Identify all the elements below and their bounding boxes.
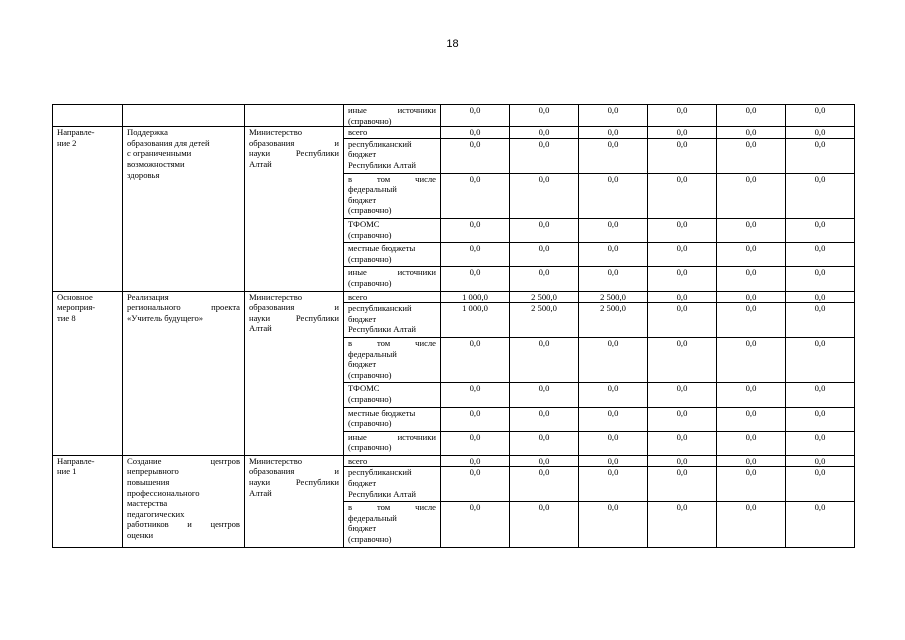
amount-cell: 0,0 xyxy=(717,467,786,502)
executor-line: образования и xyxy=(249,466,339,477)
funding-source-line: (справочно) xyxy=(348,534,392,545)
amount-cell: 0,0 xyxy=(579,127,648,139)
funding-source-line: иные источники xyxy=(348,105,436,115)
executor-cell xyxy=(245,455,344,547)
funding-source-line: (справочно) xyxy=(348,418,392,429)
amount-cell: 0,0 xyxy=(648,467,717,502)
amount-cell: 0,0 xyxy=(579,407,648,431)
amount-cell: 0,0 xyxy=(717,431,786,455)
funding-source-line: республиканский xyxy=(348,303,412,314)
program-name-cell xyxy=(123,455,245,547)
amount-cell: 0,0 xyxy=(648,383,717,407)
program-name-line: профессионального xyxy=(127,487,200,498)
funding-source-cell xyxy=(344,407,441,431)
amount-cell: 0,0 xyxy=(648,267,717,291)
funding-source-line: ТФОМС xyxy=(348,383,380,394)
program-name-cell xyxy=(123,127,245,291)
funding-source-line: бюджет xyxy=(348,149,377,160)
amount-cell: 0,0 xyxy=(510,467,579,502)
amount-cell: 0,0 xyxy=(648,502,717,547)
amount-cell: 0,0 xyxy=(510,138,579,173)
amount-cell: 0,0 xyxy=(510,173,579,218)
amount-cell: 0,0 xyxy=(579,337,648,382)
funding-source-cell xyxy=(344,455,441,467)
program-code-line: Направле- xyxy=(57,455,95,466)
amount-cell: 0,0 xyxy=(786,455,855,467)
amount-cell: 0,0 xyxy=(648,337,717,382)
funding-source-line: бюджет xyxy=(348,194,377,205)
program-code-line: ние 2 xyxy=(57,137,77,148)
amount-cell: 0,0 xyxy=(786,502,855,547)
funding-source-cell xyxy=(344,218,441,242)
table-row xyxy=(53,455,855,467)
amount-cell: 0,0 xyxy=(717,407,786,431)
amount-cell: 0,0 xyxy=(579,243,648,267)
funding-source-cell xyxy=(344,173,441,218)
amount-cell: 2 500,0 xyxy=(579,291,648,303)
table-row xyxy=(53,127,855,139)
funding-source-line: в том числе xyxy=(348,173,436,184)
executor-line: Министерство xyxy=(249,455,302,466)
program-code-line: ние 1 xyxy=(57,466,77,477)
amount-cell: 0,0 xyxy=(786,467,855,502)
amount-cell: 0,0 xyxy=(441,127,510,139)
amount-cell: 0,0 xyxy=(441,337,510,382)
amount-cell: 0,0 xyxy=(786,303,855,338)
amount-cell: 0,0 xyxy=(510,383,579,407)
amount-cell: 0,0 xyxy=(579,431,648,455)
funding-source-cell xyxy=(344,267,441,291)
funding-source-cell xyxy=(344,383,441,407)
amount-cell: 0,0 xyxy=(648,127,717,139)
amount-cell: 0,0 xyxy=(510,127,579,139)
funding-source-line: (справочно) xyxy=(348,229,392,240)
amount-cell: 0,0 xyxy=(510,243,579,267)
program-code-line: Направле- xyxy=(57,127,95,138)
funding-source-cell xyxy=(344,138,441,173)
funding-source-cell xyxy=(344,431,441,455)
amount-cell: 0,0 xyxy=(441,138,510,173)
program-name-line: Поддержка xyxy=(127,127,168,138)
amount-cell: 0,0 xyxy=(510,267,579,291)
funding-source-cell xyxy=(344,291,441,303)
amount-cell: 0,0 xyxy=(510,407,579,431)
amount-cell: 0,0 xyxy=(579,105,648,127)
amount-cell: 0,0 xyxy=(786,291,855,303)
amount-cell: 0,0 xyxy=(786,173,855,218)
amount-cell: 2 500,0 xyxy=(579,303,648,338)
executor-line: науки Республики xyxy=(249,312,339,323)
program-name-line: «Учитель будущего» xyxy=(127,312,204,323)
amount-cell: 0,0 xyxy=(579,267,648,291)
funding-source-line: местные бюджеты xyxy=(348,243,416,254)
amount-cell: 0,0 xyxy=(441,502,510,547)
funding-source-line: бюджет xyxy=(348,313,377,324)
funding-source-line: Республики Алтай xyxy=(348,324,417,335)
funding-source-cell xyxy=(344,243,441,267)
amount-cell: 0,0 xyxy=(648,173,717,218)
program-name-line: Реализация xyxy=(127,291,169,302)
amount-cell: 0,0 xyxy=(717,138,786,173)
amount-cell: 0,0 xyxy=(441,455,510,467)
funding-source-cell xyxy=(344,467,441,502)
funding-source-line: бюджет xyxy=(348,523,377,534)
executor-line: Министерство xyxy=(249,127,302,138)
program-name-line: непрерывного xyxy=(127,466,179,477)
executor-line: науки Республики xyxy=(249,148,339,159)
funding-source-line: в том числе xyxy=(348,337,436,348)
funding-source-line: всего xyxy=(348,455,368,466)
amount-cell: 0,0 xyxy=(717,502,786,547)
executor-line: Министерство xyxy=(249,291,302,302)
amount-cell: 0,0 xyxy=(786,431,855,455)
executor-cell xyxy=(245,291,344,455)
amount-cell: 0,0 xyxy=(579,455,648,467)
executor-line: Алтай xyxy=(249,487,272,498)
amount-cell: 0,0 xyxy=(648,407,717,431)
amount-cell: 0,0 xyxy=(648,218,717,242)
program-code-line: Основное xyxy=(57,291,93,302)
funding-source-line: бюджет xyxy=(348,478,377,489)
amount-cell: 0,0 xyxy=(648,138,717,173)
amount-cell: 2 500,0 xyxy=(510,303,579,338)
amount-cell: 0,0 xyxy=(510,431,579,455)
empty-cell xyxy=(123,105,245,127)
amount-cell: 0,0 xyxy=(579,502,648,547)
executor-cell xyxy=(245,127,344,291)
program-name-line: работников и центров xyxy=(127,519,240,530)
amount-cell: 2 500,0 xyxy=(510,291,579,303)
funding-source-line: республиканский xyxy=(348,138,412,149)
amount-cell: 0,0 xyxy=(717,291,786,303)
funding-source-line: (справочно) xyxy=(348,277,392,288)
amount-cell: 0,0 xyxy=(510,105,579,127)
program-code-cell xyxy=(53,127,123,291)
program-name-line: Создание центров xyxy=(127,455,240,466)
funding-source-line: бюджет xyxy=(348,359,377,370)
funding-source-line: Республики Алтай xyxy=(348,488,417,499)
funding-source-line: (справочно) xyxy=(348,442,392,453)
funding-source-line: (справочно) xyxy=(348,205,392,216)
program-name-line: регионального проекта xyxy=(127,302,240,313)
funding-source-line: всего xyxy=(348,127,368,138)
amount-cell: 0,0 xyxy=(717,105,786,127)
amount-cell: 0,0 xyxy=(786,138,855,173)
amount-cell: 0,0 xyxy=(441,105,510,127)
amount-cell: 0,0 xyxy=(510,218,579,242)
amount-cell: 0,0 xyxy=(579,218,648,242)
funding-source-line: (справочно) xyxy=(348,369,392,380)
funding-source-cell xyxy=(344,502,441,547)
amount-cell: 0,0 xyxy=(717,455,786,467)
table-row xyxy=(53,291,855,303)
amount-cell: 0,0 xyxy=(717,218,786,242)
program-name-line: педагогических xyxy=(127,508,185,519)
funding-source-line: (справочно) xyxy=(348,115,392,126)
funding-source-line: Республики Алтай xyxy=(348,159,417,170)
amount-cell: 0,0 xyxy=(717,337,786,382)
amount-cell: 0,0 xyxy=(579,467,648,502)
amount-cell: 0,0 xyxy=(717,267,786,291)
funding-source-line: ТФОМС xyxy=(348,218,380,229)
funding-source-line: (справочно) xyxy=(348,253,392,264)
amount-cell: 0,0 xyxy=(786,407,855,431)
program-name-line: повышения xyxy=(127,477,170,488)
program-name-line: мастерства xyxy=(127,498,168,509)
amount-cell: 0,0 xyxy=(786,243,855,267)
funding-source-line: местные бюджеты xyxy=(348,407,416,418)
amount-cell: 0,0 xyxy=(786,337,855,382)
funding-source-cell xyxy=(344,337,441,382)
executor-line: образования и xyxy=(249,137,339,148)
amount-cell: 0,0 xyxy=(717,243,786,267)
amount-cell: 0,0 xyxy=(441,173,510,218)
amount-cell: 0,0 xyxy=(786,127,855,139)
amount-cell: 0,0 xyxy=(717,173,786,218)
executor-line: образования и xyxy=(249,302,339,313)
amount-cell: 0,0 xyxy=(717,383,786,407)
amount-cell: 0,0 xyxy=(648,105,717,127)
amount-cell: 0,0 xyxy=(441,431,510,455)
amount-cell: 0,0 xyxy=(510,337,579,382)
program-name-line: возможностями xyxy=(127,158,185,169)
funding-source-line: иные источники xyxy=(348,431,436,442)
funding-source-line: федеральный xyxy=(348,348,397,359)
amount-cell: 0,0 xyxy=(510,455,579,467)
program-code-cell xyxy=(53,291,123,455)
amount-cell: 0,0 xyxy=(510,502,579,547)
funding-source-cell xyxy=(344,105,441,127)
amount-cell: 0,0 xyxy=(648,243,717,267)
amount-cell: 1 000,0 xyxy=(441,303,510,338)
amount-cell: 0,0 xyxy=(648,431,717,455)
program-code-cell xyxy=(53,455,123,547)
program-name-line: здоровья xyxy=(127,169,160,180)
amount-cell: 0,0 xyxy=(441,267,510,291)
amount-cell: 0,0 xyxy=(579,383,648,407)
amount-cell: 0,0 xyxy=(786,383,855,407)
amount-cell: 0,0 xyxy=(786,105,855,127)
funding-source-line: всего xyxy=(348,291,368,302)
funding-source-line: федеральный xyxy=(348,512,397,523)
amount-cell: 0,0 xyxy=(579,138,648,173)
table-row xyxy=(53,105,855,127)
amount-cell: 0,0 xyxy=(648,455,717,467)
amount-cell: 0,0 xyxy=(441,383,510,407)
amount-cell: 0,0 xyxy=(441,218,510,242)
program-code-line: тие 8 xyxy=(57,312,76,323)
empty-cell xyxy=(245,105,344,127)
program-name-line: образования для детей xyxy=(127,137,210,148)
funding-source-cell xyxy=(344,127,441,139)
amount-cell: 0,0 xyxy=(579,173,648,218)
funding-source-line: иные источники xyxy=(348,267,436,278)
empty-cell xyxy=(53,105,123,127)
program-name-line: с ограниченными xyxy=(127,148,192,159)
amount-cell: 0,0 xyxy=(717,127,786,139)
executor-line: Алтай xyxy=(249,323,272,334)
program-code-line: мероприя- xyxy=(57,302,96,313)
funding-source-line: федеральный xyxy=(348,184,397,195)
amount-cell: 0,0 xyxy=(648,291,717,303)
amount-cell: 0,0 xyxy=(441,467,510,502)
executor-line: науки Республики xyxy=(249,477,339,488)
executor-line: Алтай xyxy=(249,158,272,169)
amount-cell: 0,0 xyxy=(648,303,717,338)
funding-source-line: в том числе xyxy=(348,502,436,513)
amount-cell: 0,0 xyxy=(441,407,510,431)
page-number: 18 xyxy=(446,38,459,50)
funding-source-line: (справочно) xyxy=(348,393,392,404)
amount-cell: 0,0 xyxy=(786,218,855,242)
program-name-line: оценки xyxy=(127,530,154,541)
funding-source-line: республиканский xyxy=(348,467,412,478)
amount-cell: 0,0 xyxy=(717,303,786,338)
amount-cell: 0,0 xyxy=(786,267,855,291)
amount-cell: 1 000,0 xyxy=(441,291,510,303)
funding-table xyxy=(52,104,855,548)
amount-cell: 0,0 xyxy=(441,243,510,267)
funding-source-cell xyxy=(344,303,441,338)
program-name-cell xyxy=(123,291,245,455)
